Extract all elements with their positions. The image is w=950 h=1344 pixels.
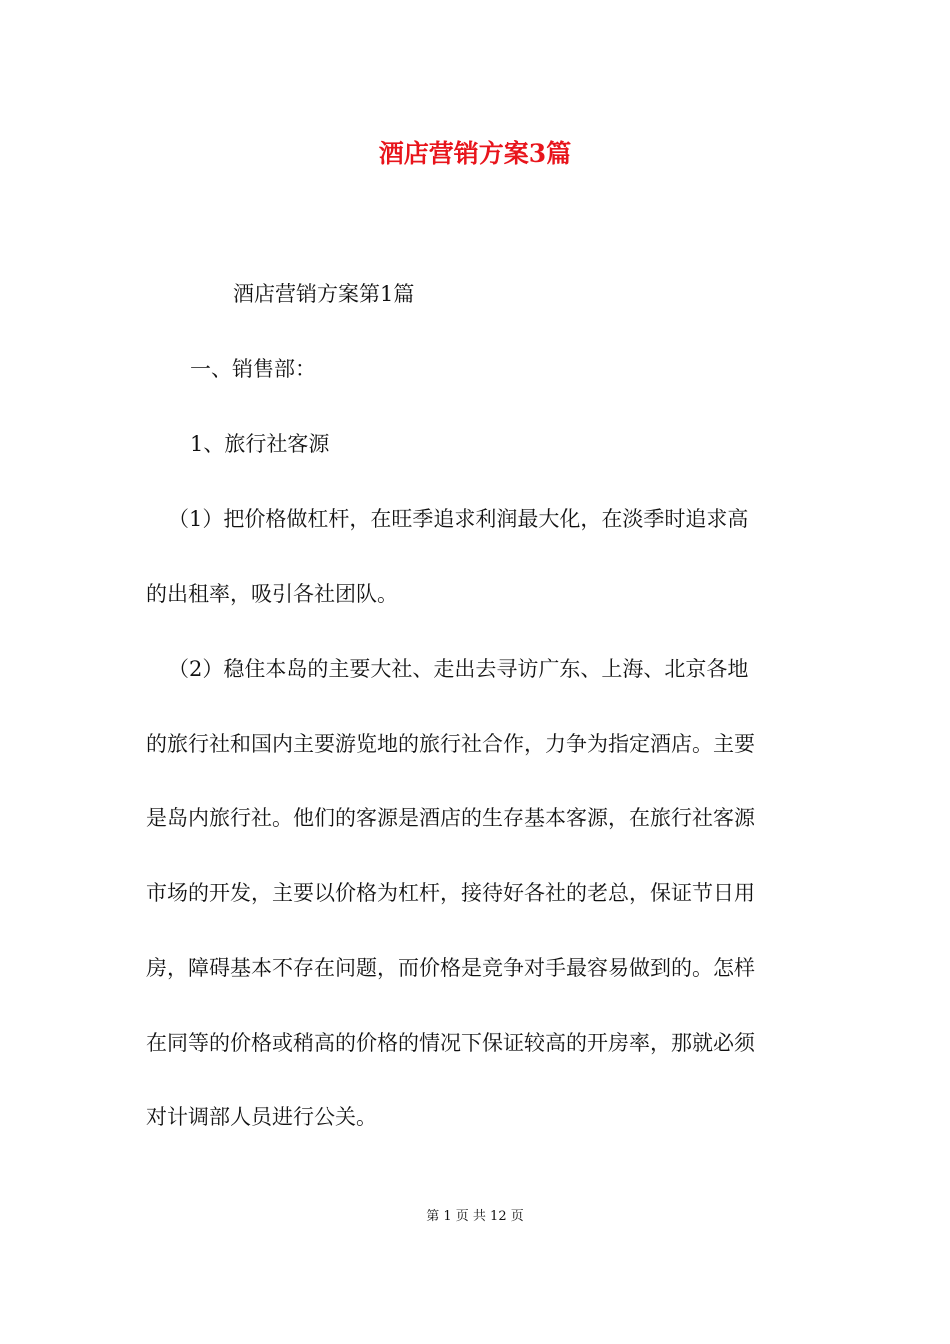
section-title: 酒店营销方案第1篇 [233,282,415,306]
paragraph-line: 的出租率，吸引各社团队。 [146,582,398,606]
heading-sales-department: 一、销售部： [190,357,316,381]
paragraph-line: 房，障碍基本不存在问题，而价格是竞争对手最容易做到的。怎样 [146,956,755,980]
paragraph-line: 的旅行社和国内主要游览地的旅行社合作，力争为指定酒店。主要 [146,732,755,756]
paragraph-line: 对计调部人员进行公关。 [146,1105,377,1129]
paragraph-line: （2）稳住本岛的主要大社、走出去寻访广东、上海、北京各地 [168,657,749,681]
paragraph-line: 是岛内旅行社。他们的客源是酒店的生存基本客源，在旅行社客源 [146,806,755,830]
heading-travel-agency-source: 1、旅行社客源 [190,432,330,456]
document-title: 酒店营销方案3篇 [378,139,572,168]
paragraph-line: 市场的开发，主要以价格为杠杆，接待好各社的老总，保证节日用 [146,881,755,905]
page-number-footer: 第 1 页 共 12 页 [426,1209,524,1224]
paragraph-line: （1）把价格做杠杆，在旺季追求利润最大化，在淡季时追求高 [168,507,749,531]
paragraph-line: 在同等的价格或稍高的价格的情况下保证较高的开房率，那就必须 [146,1031,755,1055]
